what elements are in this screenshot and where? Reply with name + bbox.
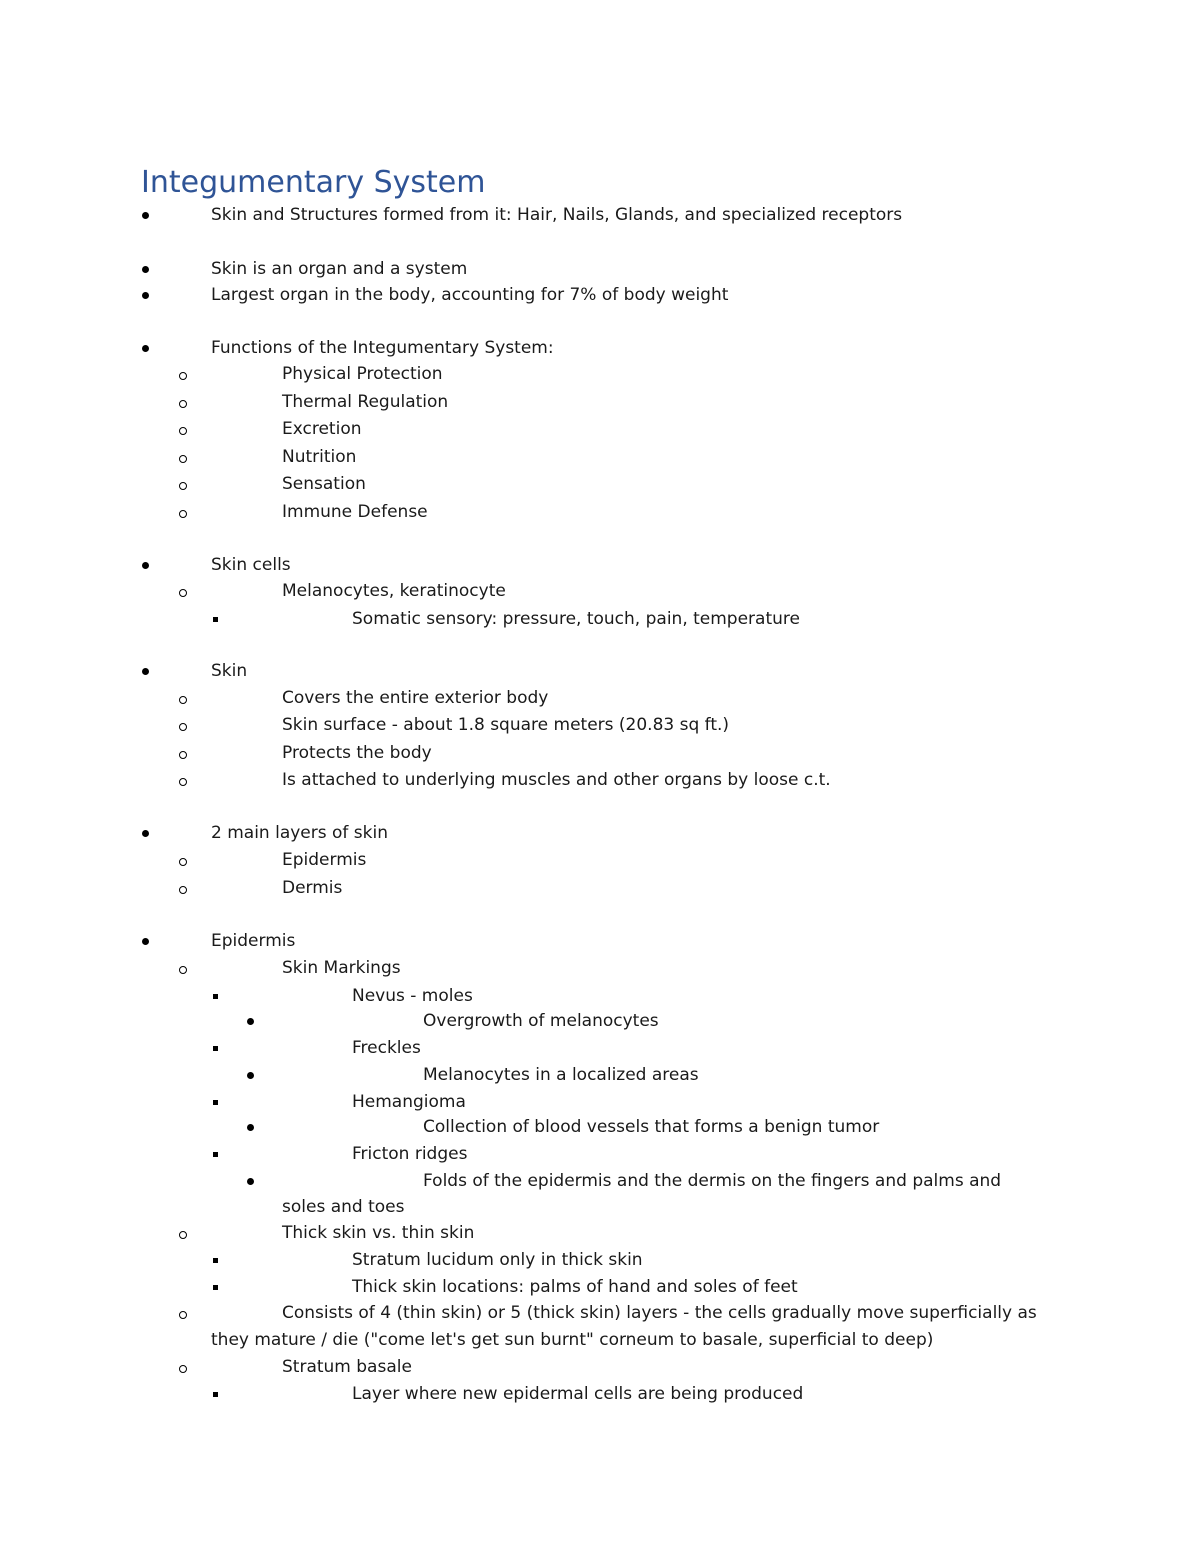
list-item-text: Hemangioma — [352, 1092, 466, 1112]
list-item-text: Skin cells — [211, 555, 291, 575]
page-title: Integumentary System — [141, 165, 486, 200]
bullet-circle-icon — [179, 372, 187, 380]
list-item-text: Folds of the epidermis and the dermis on the fingers and palms and — [423, 1171, 1002, 1191]
bullet-circle-icon — [179, 1311, 187, 1319]
bullet-dot-icon — [142, 292, 149, 299]
list-item-text: Skin and Structures formed from it: Hair, Nails, Glands, and specialized receptors — [211, 205, 903, 225]
bullet-dot-icon — [142, 562, 149, 569]
bullet-circle-icon — [179, 510, 187, 518]
list-item-text: Epidermis — [211, 931, 296, 951]
list-item-text: Stratum basale — [282, 1357, 412, 1377]
list-item-text: Protects the body — [282, 743, 432, 763]
bullet-circle-icon — [179, 482, 187, 490]
list-item-text: Collection of blood vessels that forms a benign tumor — [423, 1117, 880, 1137]
bullet-dot-icon — [247, 1018, 254, 1025]
bullet-circle-icon — [179, 400, 187, 408]
bullet-square-icon — [213, 1258, 218, 1263]
bullet-dot-icon — [247, 1124, 254, 1131]
list-item-text: Nutrition — [282, 447, 357, 467]
list-item-text: Layer where new epidermal cells are being produced — [352, 1384, 804, 1404]
list-item-text: Skin surface - about 1.8 square meters (20.83 sq ft.) — [282, 715, 730, 735]
list-item-text: Physical Protection — [282, 364, 443, 384]
list-item-text: Thick skin locations: palms of hand and soles of feet — [352, 1277, 798, 1297]
list-item-text: Somatic sensory: pressure, touch, pain, temperature — [352, 609, 800, 629]
bullet-dot-icon — [247, 1178, 254, 1185]
list-item-text: Nevus - moles — [352, 986, 473, 1006]
bullet-circle-icon — [179, 696, 187, 704]
list-item-text: Epidermis — [282, 850, 367, 870]
list-item-text: Skin is an organ and a system — [211, 259, 468, 279]
list-item-text: Excretion — [282, 419, 362, 439]
list-item-text: Thermal Regulation — [282, 392, 449, 412]
bullet-circle-icon — [179, 455, 187, 463]
list-item-text: Melanocytes in a localized areas — [423, 1065, 699, 1085]
bullet-circle-icon — [179, 589, 187, 597]
list-item-text: Overgrowth of melanocytes — [423, 1011, 659, 1031]
list-item-text: Dermis — [282, 878, 343, 898]
bullet-square-icon — [213, 1046, 218, 1051]
bullet-circle-icon — [179, 427, 187, 435]
list-item-text: Covers the entire exterior body — [282, 688, 549, 708]
bullet-circle-icon — [179, 858, 187, 866]
bullet-square-icon — [213, 1100, 218, 1105]
list-item-continuation: soles and toes — [282, 1197, 405, 1217]
list-item-text: 2 main layers of skin — [211, 823, 388, 843]
list-item-text: Fricton ridges — [352, 1144, 468, 1164]
bullet-dot-icon — [247, 1072, 254, 1079]
list-item-text: Skin — [211, 661, 248, 681]
list-item-continuation: they mature / die ("come let's get sun burnt" corneum to basale, superficial to deep) — [211, 1330, 934, 1350]
list-item-text: Largest organ in the body, accounting for 7% of body weight — [211, 285, 729, 305]
list-item-text: Consists of 4 (thin skin) or 5 (thick skin) layers - the cells gradually move superficially as — [282, 1303, 1037, 1323]
bullet-circle-icon — [179, 778, 187, 786]
list-item-text: Immune Defense — [282, 502, 428, 522]
list-item-text: Sensation — [282, 474, 366, 494]
bullet-circle-icon — [179, 886, 187, 894]
bullet-circle-icon — [179, 723, 187, 731]
list-item-text: Thick skin vs. thin skin — [282, 1223, 475, 1243]
list-item-text: Stratum lucidum only in thick skin — [352, 1250, 643, 1270]
bullet-dot-icon — [142, 830, 149, 837]
bullet-square-icon — [213, 1285, 218, 1290]
bullet-square-icon — [213, 1152, 218, 1157]
bullet-square-icon — [213, 1392, 218, 1397]
bullet-circle-icon — [179, 1365, 187, 1373]
bullet-square-icon — [213, 994, 218, 999]
bullet-square-icon — [213, 617, 218, 622]
bullet-circle-icon — [179, 751, 187, 759]
bullet-dot-icon — [142, 212, 149, 219]
bullet-dot-icon — [142, 266, 149, 273]
list-item-text: Is attached to underlying muscles and other organs by loose c.t. — [282, 770, 831, 790]
bullet-dot-icon — [142, 345, 149, 352]
list-item-text: Melanocytes, keratinocyte — [282, 581, 506, 601]
list-item-text: Skin Markings — [282, 958, 401, 978]
bullet-circle-icon — [179, 966, 187, 974]
list-item-text: Functions of the Integumentary System: — [211, 338, 554, 358]
bullet-dot-icon — [142, 668, 149, 675]
bullet-dot-icon — [142, 938, 149, 945]
bullet-circle-icon — [179, 1231, 187, 1239]
list-item-text: Freckles — [352, 1038, 421, 1058]
